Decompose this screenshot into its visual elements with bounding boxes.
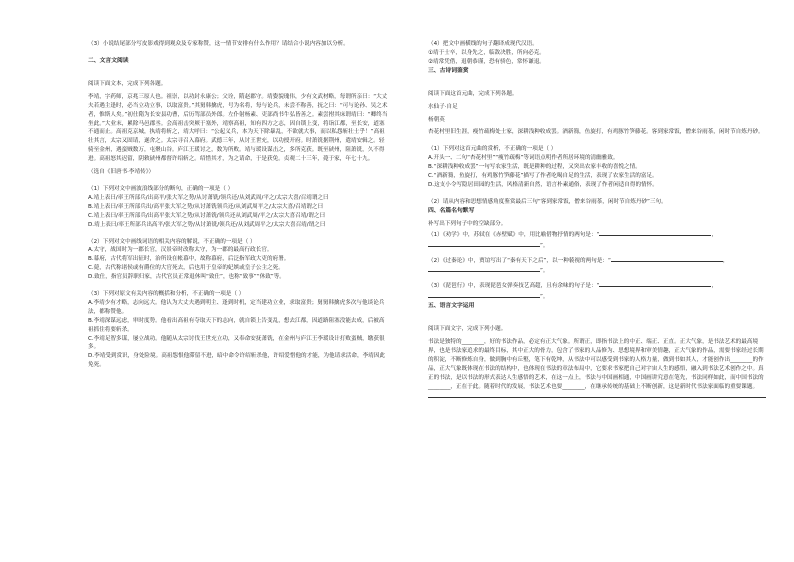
spacer <box>428 137 766 145</box>
section-heading: 四、名篇名句默写 <box>428 207 475 214</box>
text-line: ①靖于士卒，以身先之，临敌决胜，所向必克。 <box>428 49 545 56</box>
answer-blank[interactable] <box>611 255 723 262</box>
text-line: A.靖上表曰/率王所部兵/出高平/张大军之势/从讨萧铣/领兵还/从刘武周/平之/太宗大喜/召靖谓之曰 <box>88 194 329 201</box>
text-line: C.靖上表曰/率王所部兵/出高平张大军之势/从讨萧铣/领兵还从刘武周/平之/太宗大喜召靖/谓之曰 <box>88 212 326 219</box>
text-line: （1）下列对文中画波浪线部分的断句，正确的一项是（ ） <box>88 185 234 192</box>
question-text-end: ”。 <box>540 294 549 301</box>
fill-in-question: （3）《琵琶行》中，表现琵琶女弹奏技艺高超，且有余味的句子是：“ ，”。 <box>428 280 766 302</box>
answer-blank[interactable] <box>428 291 540 298</box>
answer-blank[interactable] <box>428 265 540 272</box>
text-line: （2）下列对文中画线词语的相关内容的解说，不正确的一项是（ ） <box>88 238 256 245</box>
text-line: C.“酒新篘，鱼旋打，有鸡豚竹笋藤花”描写了作者吃喝自足的生活，表现了农家生活的富足。 <box>428 173 658 180</box>
text-line: （选自《旧唐书·李靖传》） <box>88 169 155 176</box>
text-line: D.这支小令写隐居田园的生活，风格清新自然，语言朴素通俗，表现了作者闲适自得的情怀。 <box>428 181 658 188</box>
section-heading: 五、语言文字运用 <box>428 303 475 310</box>
section-heading: 三、古诗词鉴赏 <box>428 67 469 74</box>
text-line: （3）小说结尾部分写皮影戏得到观众及专家称赞，这一情节安排有什么作用？请结合小说内容加以分析。 <box>88 41 349 47</box>
text-line: （1）下列对这首元曲的赏析，不正确的一项是（ ） <box>428 146 557 153</box>
text-line: 李靖，字药师，京兆三原人也。祖崇，以功封永康公；父诠，隋赵郡守。靖姿貌瑰伟，少有文武材略，每谓所亲曰：“大丈夫若遇主逢时，必当立功立事，以取富贵。”其舅韩擒虎，号为名将，每与论兵，未尝不称善，抚之曰：“可与论孙、吴之术者，惟斯人矣。”初仕隋为长安县功曹，后历驾部员外郎。左仆射杨素、吏部尚书牛弘皆善之。素尝拊其床谓靖曰：“卿终当坐此。”大业末，累除马邑郡丞。会高祖击突厥于塞外，靖察高祖，知有四方之志，因自锁上变，将诣江都，至长安，道塞不通而止。高祖克京城，执靖将斩之，靖大呼曰：“公起义兵，本为天下除暴乱，不欲就大事，而以私怨斩壮士乎！”高祖壮其言，太宗又固请，遂舍之。太宗寻召入幕府。武德三年，从讨王世充，以功授开府。时萧铣据荆州，遣靖安辑之。轻骑至金州，遇蛮贼数万，屯聚山谷。庐江王瑗讨之，数为所败。靖与瑗设谋击之，多所克获。既至硖州，阻萧铣，久不得进。高祖怒其迟留，阴敕硖州都督许绍斩之。绍惜其才，为之请命，于是获免。贞观二十三年，薨于家，年七十九。 <box>88 93 388 163</box>
text-line: D.李靖受到赏识，身处险境。高祖怨恨他滞留不进，暗中命令许绍斩杀他，许绍爱惜他的才能，为他请求活命，李靖因此免死。 <box>88 353 385 369</box>
text-line: A.太守，战国时为一郡长官，汉景帝时改称太守，为一郡的最高行政长官。 <box>88 247 273 254</box>
question-text: （2）《过秦论》中，贾谊写出了“秦有天下之后”，以一种藐视的两句是：“ <box>428 257 611 264</box>
answer-blank[interactable] <box>599 280 711 287</box>
answer-blank[interactable] <box>599 229 711 236</box>
spacer <box>428 311 766 325</box>
text-line: 杨朝英 <box>428 116 445 123</box>
text-line: A.李靖少有才略，志向远大。他认为大丈夫遇到明主、逢到时机，定当建功立业，求取富贵；舅舅韩擒虎多次与他谈论兵法，都称赞他。 <box>88 299 385 315</box>
text-line: 阅读下面这首元曲，完成下列各题。 <box>428 90 518 97</box>
text-line: B.“深耕浅种收成罢”一句写农家生活，既是耕种的过程，又突出农家丰收的喜悦之情。 <box>428 164 641 171</box>
passage-paragraph: 书法是独特的________，好的书法作品，必定有正大气象。所谓正，即指书法上的中正、端正、正直。正大气象，是书法艺术的最高境界，也是书法家追求的最终目标，其中正大的骨力，包含了书家的人品修为、思想境界和审美情趣，正大气象的作品，需要书家经过长期的积淀，不断修炼自身，做到胸中有丘壑，笔下有乾坤，从书法中可以感受到书家的人格力量，做到书如其人，才能创作出________的作品，正大气象既体现在书法的结构中，也体现在书法的章法布局中，它要求书家把自己对宇宙人生的感悟，融入到书法艺术创作之中。真正的书法，是以书法的形式表达人生感悟的艺术，在这一点上，书法与中国画相通，中国画讲究意在笔先，书法同样如此，而中国书法的________，正在于此。随着时代的发展，书法艺术也要________，在继承传统的基础上不断创新，这是新时代书法家面临的重要课题。 <box>428 339 764 390</box>
spacer <box>88 282 388 290</box>
spacer <box>428 190 766 198</box>
spacer <box>88 177 388 185</box>
text-line: B.靖上表曰/率王所部兵出/高平张大军之势/从讨萧铣领兵还/从刘武周平之/太宗大喜/召靖谓之曰 <box>88 203 324 210</box>
spacer <box>88 230 388 238</box>
text-line: B.幕府，古代将军出征时，治所设在帐幕中，故称幕府，后泛指军政大吏的府署。 <box>88 256 290 263</box>
text-line: 阅读下面文字，完成下列小题。 <box>428 326 507 333</box>
section-heading: 二、文言文阅读 <box>88 57 129 64</box>
text-line: C.李靖足智多谋，屡立战功。他随从太宗讨伐王世充立功，又奉命安抚萧铣，在金州与庐江王李瑗设计打败蛮贼，缴获很多。 <box>88 335 385 351</box>
fill-in-question: （1）《劝学》中，苏轼在《赤壁赋》中，用比喻借物抒情的两句是：“ ，”。 <box>428 229 766 251</box>
text-line: 杏花村里旧生涯，瘦竹疏梅处士家，深耕浅种收成罢。酒新篘，鱼旋打，有鸡豚竹笋藤花。客到家常饭，僧来谷雨茶，闲时节自炼丹砂。 <box>428 129 764 136</box>
text-line: C.薨，古代称诸侯或有爵位的大官死去，后也用于皇帝的妃嫔或皇子公主之死。 <box>88 265 284 272</box>
text-line: ②靖常凭借，退朝恭谨，恐有骄色，常怀谦退。 <box>428 58 545 65</box>
text-line: （3）下列对原文有关内容的概括和分析，不正确的一项是（ ） <box>88 291 245 298</box>
text-line: 水仙子·自足 <box>428 103 458 110</box>
text-line: A.开头一、二句“杏花村里”“瘦竹疏梅”等词语点明作者所居环境的清幽雅致。 <box>428 155 619 162</box>
fill-in-question: （2）《过秦论》中，贾谊写出了“秦有天下之后”，以一种藐视的两句是：“ ，”。 <box>428 255 766 277</box>
text-line: 补写出下列句子中的空缺部分。 <box>428 220 507 227</box>
question-text-end: ”。 <box>540 268 549 275</box>
text-line: D.靖上表曰/率王所部兵出高平/张大军之势/从讨萧铣/领兵还/从刘武周平之/太宗大喜召靖/谓之曰 <box>88 221 326 228</box>
text-line: 阅读下面文本，完成下列各题。 <box>88 80 167 87</box>
right-column <box>428 40 766 398</box>
spacer <box>88 49 388 57</box>
text-line: （2）请从内容和思想情感角度鉴赏最后三句“客到家常饭，僧来谷雨茶，闲时节自炼丹砂”三句。 <box>428 198 667 205</box>
spacer <box>88 66 388 80</box>
left-column <box>88 40 388 370</box>
text-line: B.李靖深谋远虑，审时度势。他看出高祖有夺取天下的志向，就自锁上告变乱，想去江都，因道路阻塞没能去成，后被高祖抓住将要斩杀。 <box>88 317 385 333</box>
spacer <box>428 76 766 90</box>
answer-line[interactable] <box>428 391 766 398</box>
question-text: （3）《琵琶行》中，表现琵琶女弹奏技艺高超，且有余味的句子是：“ <box>428 283 600 290</box>
question-text: （1）《劝学》中，苏轼在《赤壁赋》中，用比喻借物抒情的两句是：“ <box>428 231 600 238</box>
text-line: D.致仕，指官员辞职归家，古代官员正常退休叫“致仕”，也称“致事”“休致”等。 <box>88 274 285 281</box>
question-text-end: ”。 <box>540 242 549 249</box>
text-line: （4）把文中画横线的句子翻译成现代汉语。 <box>428 41 538 47</box>
answer-blank[interactable] <box>428 240 540 247</box>
